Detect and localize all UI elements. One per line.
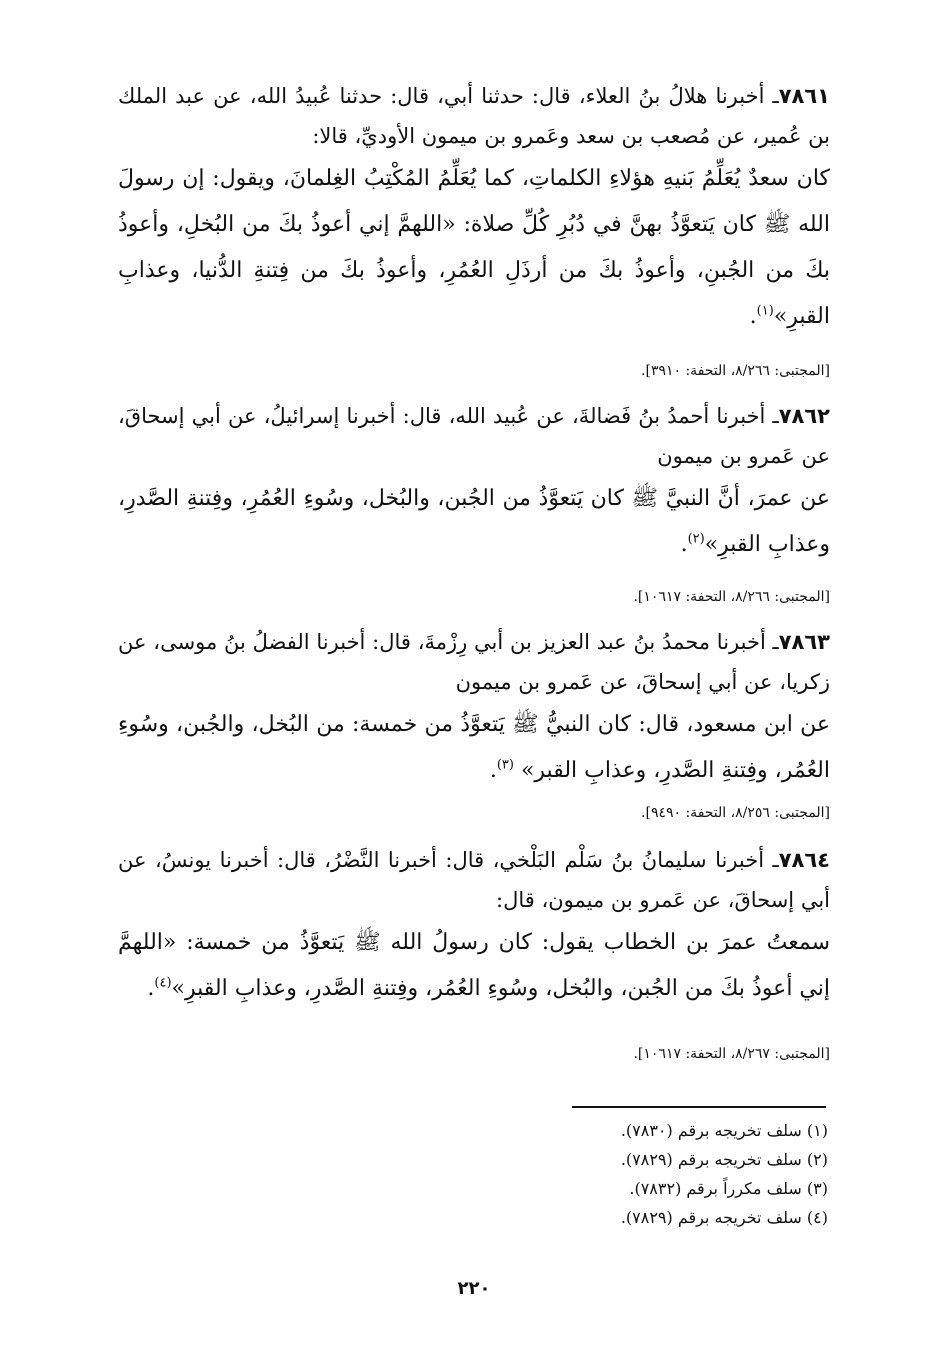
hadith-7862 [118,396,830,568]
hadith-text: سمعتُ عمرَ بن الخطاب يقول: كان رسولُ الله ﷺ يَتعوَّذُ من خمسة: «اللهمَّ إني أعوذُ بكَ من الجُبن، والبُخل، وسُوءِ العُمُر، وفِتنةِ الصَّدرِ، وعذابِ القبرِ»$^{(٤)}$. [118,930,830,1001]
hadith-chain [118,622,830,702]
footnote-3: (٣) سلف مكرراً برقم (٧٨٣٢). [629,1179,828,1198]
matn-text: سمعتُ عمرَ بن الخطاب يقول: كان رسولُ الله ﷺ يَتعوَّذُ من خمسة: «اللهمَّ إني أعوذُ بكَ من الجُبن، والبُخل، وسُوءِ العُمُر، وفِتنةِ الصَّدرِ، وعذابِ القبرِ» [118,930,830,1001]
footnote-divider [572,1106,826,1108]
footnote-2: (٢) سلف تخريجه برقم (٧٨٢٩). [620,1150,828,1169]
footnote-ref: (١) [756,303,774,319]
page-number: ٢٢٠ [457,1278,491,1299]
hadith-number: ٧٨٦٢ [778,404,830,428]
hadith-text: كان سعدٌ يُعَلِّمُ بَنيهِ هؤلاءِ الكلماتِ، كما يُعَلِّمُ المُكْتِبُ الغِلمانَ، ويقول: إن رسولَ الله ﷺ كان يَتعوَّذُ بهنَّ في دُبُرِ كُلِّ صلاة: «اللهمَّ إني أعوذُ بكَ من البُخلِ، وأعوذُ بكَ من الجُبنِ، وأعوذُ بكَ من أرذَلِ العُمُرِ، وأعوذُ بكَ من فِتنةِ الدُّنيا، وعذابِ القبرِ»$^{(١)}$. [118,166,830,329]
chain-text: ـ أخبرنا سليمانُ بنُ سَلْم البَلْخي، قال: أخبرنا النَّضْرُ، قال: أخبرنا يونسُ، عن أبي إسحاقَ، عن عَمرو بن ميمون، قال: [118,848,830,912]
hadith-chain [118,396,830,476]
hadith-number: ٧٨٦٤ [778,848,830,872]
chain-text: ـ أخبرنا محمدُ بنُ عبد العزيز بن أبي رِزْمةَ، قال: أخبرنا الفضلُ بنُ موسى، عن زكريا، عن أبي إسحاقَ، عن عَمرو بن ميمون [118,630,830,694]
hadith-text: عن عمرَ، أنَّ النبيَّ ﷺ كان يَتعوَّذُ من الجُبن، والبُخل، وسُوءِ العُمُرِ، وفِتنةِ الصَّدرِ، وعذابِ القبرِ»$^{(٢)}$. [118,486,830,557]
chain-text: ـ أخبرنا هلالُ بنُ العلاء، قال: حدثنا أبي، قال: حدثنا عُبيدُ الله، عن عبد الملك بن عُمير، عن مُصعب بن سعد وعَمرو بن ميمون الأوديِّ، قالا: [118,84,830,148]
footnote-ref: (٢) [687,531,705,547]
chain-text: ـ أخبرنا أحمدُ بنُ فَضالةَ، عن عُبيد الله، قال: أخبرنا إسرائيلُ، عن أبي إسحاقَ، عن عَمرو بن ميمون [118,404,830,468]
hadith-reference: [المجتبى: ٨/٢٥٦، التحفة: ٩٤٩٠]. [641,805,830,821]
hadith-chain [118,76,830,156]
hadith-reference: [المجتبى: ٨/٢٦٧، التحفة: ١٠٦١٧]. [633,1046,830,1062]
matn-text: عن عمرَ، أنَّ النبيَّ ﷺ كان يَتعوَّذُ من الجُبن، والبُخل، وسُوءِ العُمُرِ، وفِتنةِ الصَّدرِ، وعذابِ القبرِ» [118,486,830,557]
footnote-ref: (٣) [496,757,514,773]
hadith-text: عن ابن مسعود، قال: كان النبيُّ ﷺ يَتعوَّذُ من خمسة: من البُخل، والجُبن، وسُوءِ العُمُر، وفِتنةِ الصَّدرِ، وعذابِ القبر» $^{(٣)}$. [118,712,830,783]
footnote-ref: (٤) [154,975,172,991]
hadith-7861 [118,76,830,340]
hadith-reference: [المجتبى: ٨/٢٦٦، التحفة: ١٠٦١٧]. [633,589,830,605]
hadith-reference: [المجتبى: ٨/٢٦٦، التحفة: ٣٩١٠]. [641,363,830,379]
footnote-1: (١) سلف تخريجه برقم (٧٨٣٠). [620,1121,828,1140]
hadith-chain [118,840,830,920]
hadith-7864 [118,840,830,1012]
matn-text: كان سعدٌ يُعَلِّمُ بَنيهِ هؤلاءِ الكلماتِ، كما يُعَلِّمُ المُكْتِبُ الغِلمانَ، ويقول: إن رسولَ الله ﷺ كان يَتعوَّذُ بهنَّ في دُبُرِ كُلِّ صلاة: «اللهمَّ إني أعوذُ بكَ من البُخلِ، وأعوذُ بكَ من الجُبنِ، وأعوذُ بكَ من أرذَلِ العُمُرِ، وأعوذُ بكَ من فِتنةِ الدُّنيا، وعذابِ القبرِ» [118,166,830,329]
matn-text: عن ابن مسعود، قال: كان النبيُّ ﷺ يَتعوَّذُ من خمسة: من البُخل، والجُبن، وسُوءِ العُمُر، وفِتنةِ الصَّدرِ، وعذابِ القبر» [118,712,830,783]
footnote-4: (٤) سلف تخريجه برقم (٧٨٢٩). [620,1208,828,1227]
hadith-7863 [118,622,830,794]
footnotes [118,1116,828,1232]
hadith-number: ٧٨٦٣ [778,630,830,654]
hadith-number: ٧٨٦١ [778,84,830,108]
